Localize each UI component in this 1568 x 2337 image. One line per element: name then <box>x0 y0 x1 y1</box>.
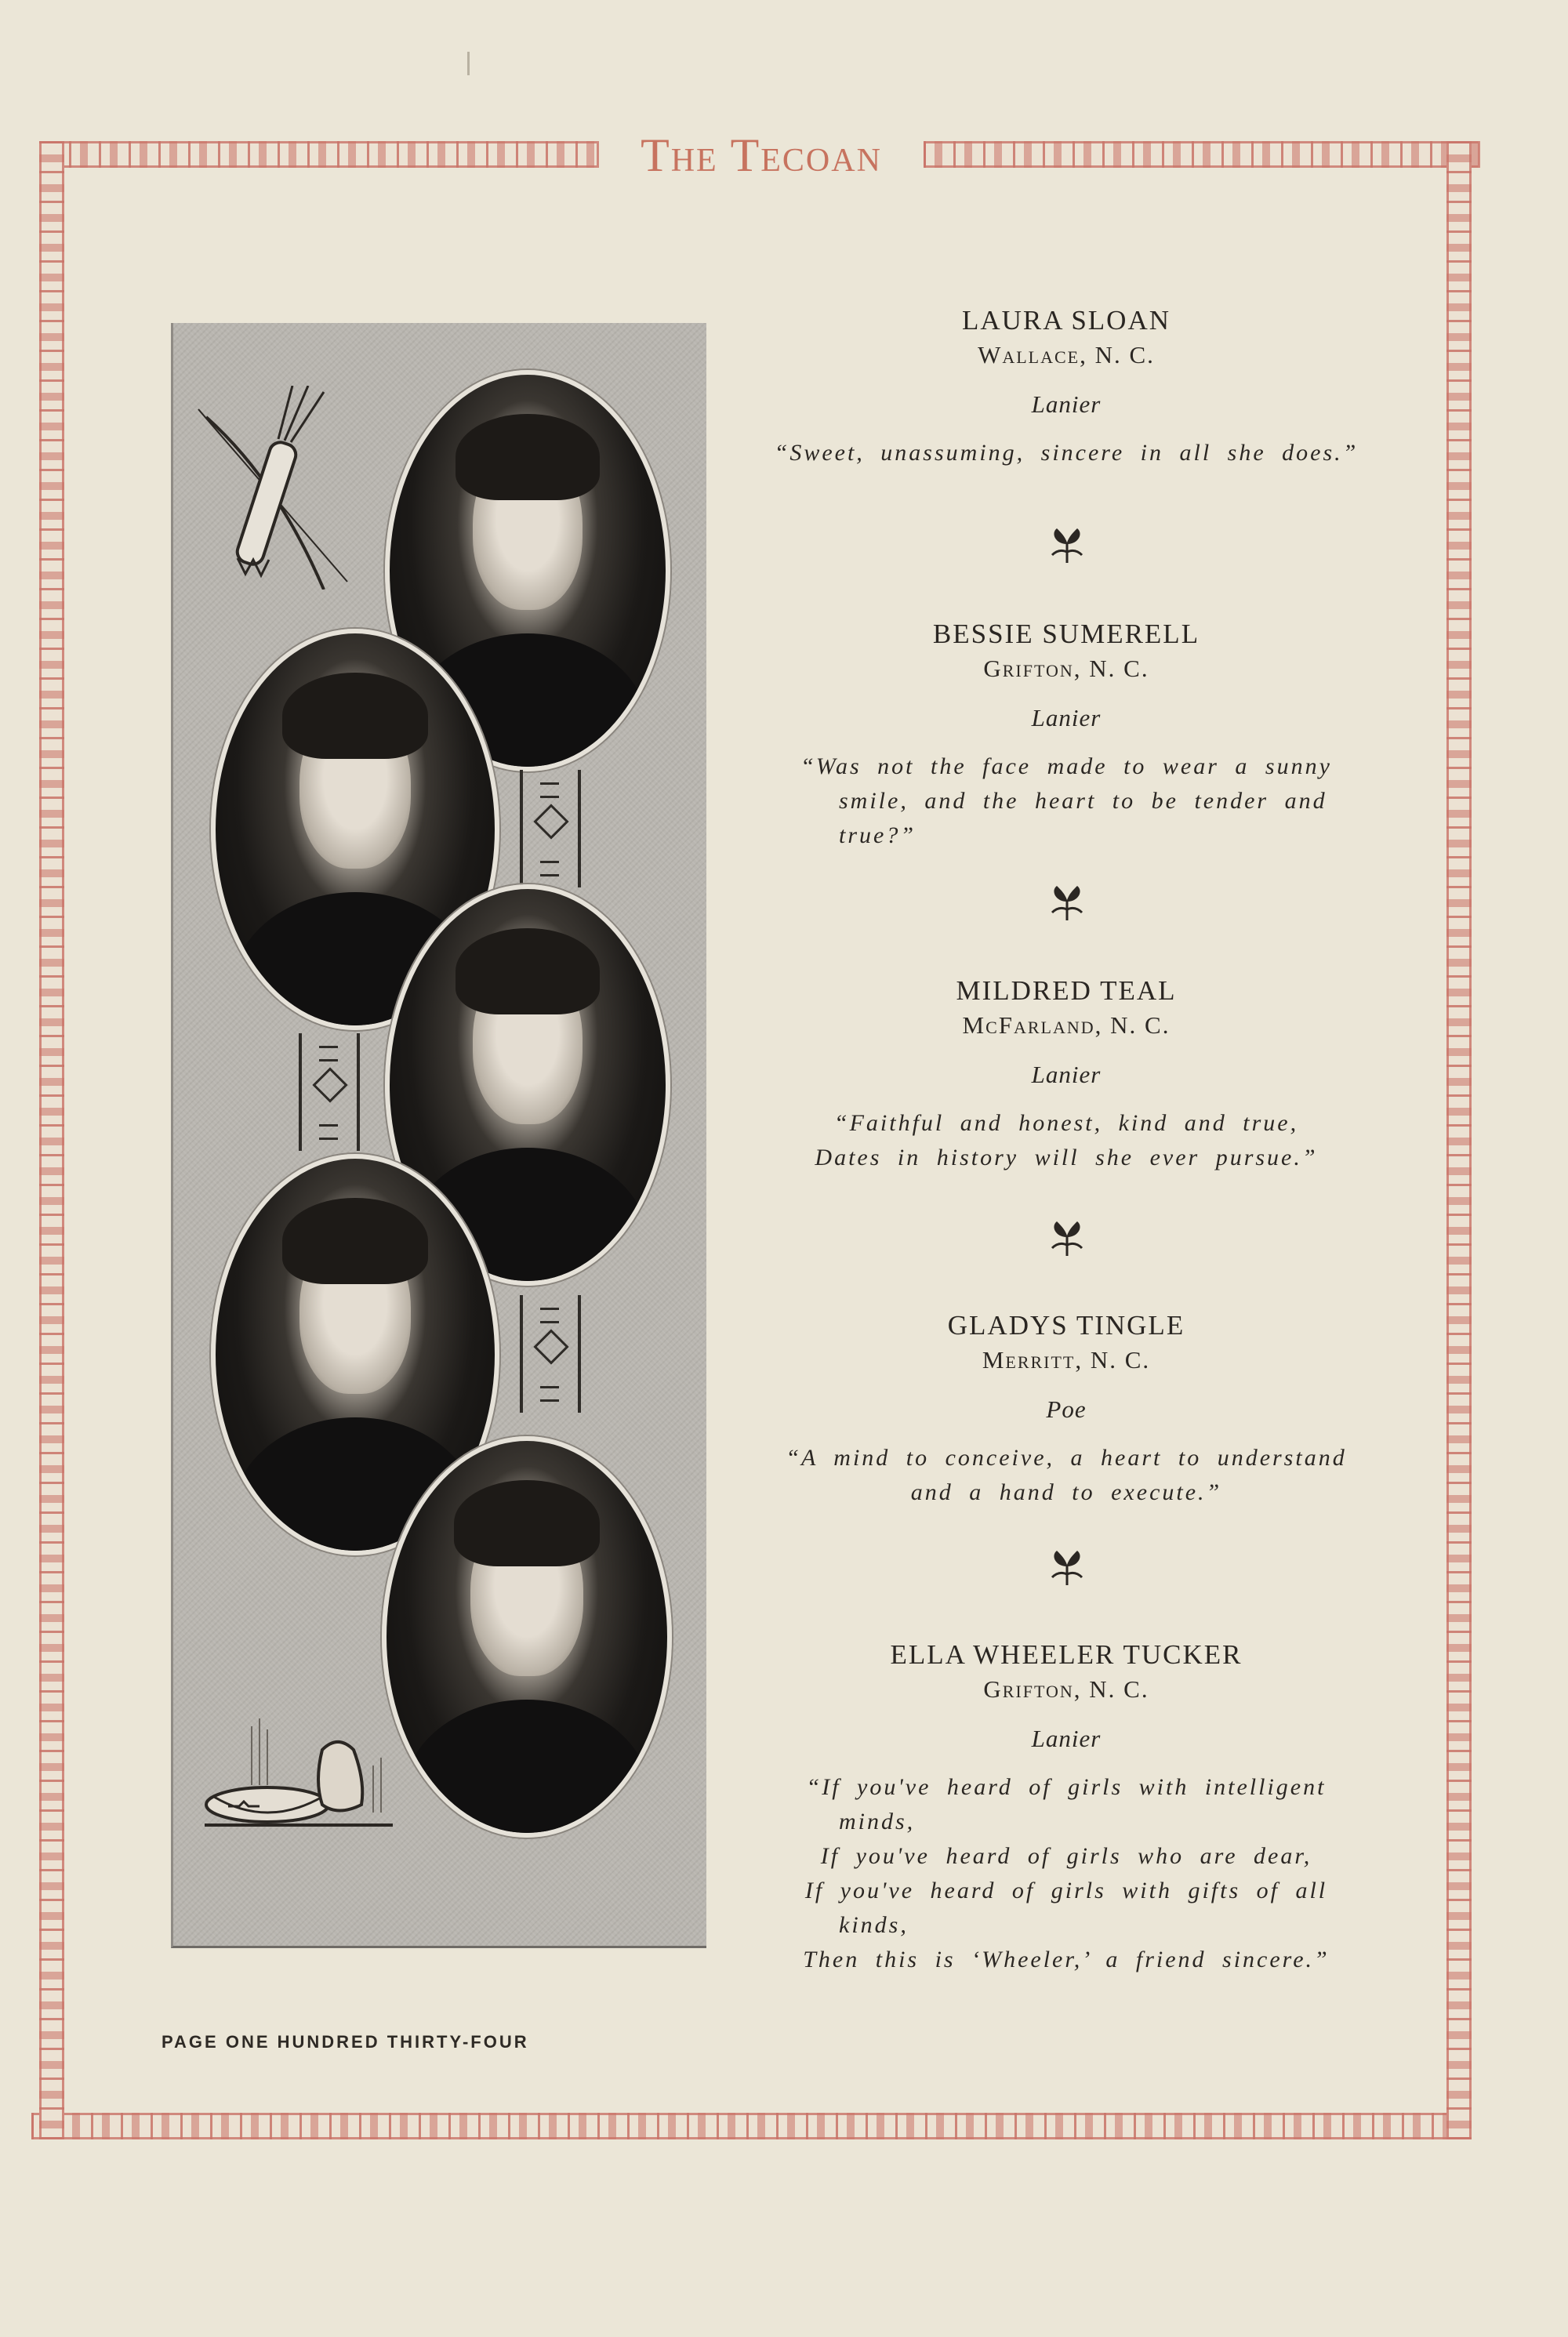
flower-icon <box>1047 525 1087 564</box>
literary-society: Poe <box>1046 1395 1087 1423</box>
pottery-icon <box>205 1718 401 1836</box>
quote-line: smile, and the heart to be tender and <box>839 788 1327 814</box>
student-hometown: Wallace, N. C. <box>978 341 1155 368</box>
quote-line: minds, <box>839 1809 916 1834</box>
page-mark <box>467 52 470 75</box>
entry-bessie-sumerell <box>753 618 1380 853</box>
decorative-border-top-right <box>924 141 1480 168</box>
quote-line: “Was not the face made to wear a sunny <box>800 753 1332 779</box>
student-quote <box>753 749 1380 853</box>
decorative-border-top-left <box>39 141 599 168</box>
student-name: BESSIE SUMERELL <box>932 619 1200 649</box>
quote-line: kinds, <box>839 1912 909 1938</box>
student-name: MILDRED TEAL <box>956 975 1177 1006</box>
ornament-bar <box>520 770 581 887</box>
page-number: PAGE ONE HUNDRED THIRTY-FOUR <box>162 2032 529 2052</box>
quote-line: Dates in history will she ever pursue.” <box>815 1145 1318 1170</box>
quote-line: If you've heard of girls who are dear, <box>820 1843 1312 1869</box>
flower-icon <box>1047 883 1087 922</box>
entry-laura-sloan <box>753 304 1380 470</box>
student-name: ELLA WHEELER TUCKER <box>890 1639 1243 1670</box>
portrait-ella-wheeler-tucker <box>382 1436 672 1838</box>
quote-line: and a hand to execute.” <box>910 1479 1222 1505</box>
literary-society: Lanier <box>1031 1061 1102 1088</box>
student-hometown: Merritt, N. C. <box>982 1346 1151 1374</box>
ornament-bar <box>520 1295 581 1413</box>
student-quote <box>753 1106 1380 1175</box>
student-quote <box>753 1441 1380 1510</box>
running-head: The Tecoan <box>599 124 924 187</box>
quote-line: true?” <box>839 822 916 848</box>
quote-line: “A mind to conceive, a heart to understand <box>786 1445 1347 1471</box>
entry-gladys-tingle <box>753 1309 1380 1510</box>
entry-ella-wheeler-tucker <box>753 1638 1380 1977</box>
literary-society: Lanier <box>1031 390 1102 418</box>
student-hometown: McFarland, N. C. <box>962 1011 1171 1039</box>
quote-line: “If you've heard of girls with intelligent <box>806 1774 1327 1800</box>
quote-line: “Sweet, unassuming, sincere in all she does.” <box>774 440 1359 466</box>
student-hometown: Grifton, N. C. <box>983 655 1149 682</box>
entry-mildred-teal <box>753 974 1380 1175</box>
literary-society: Lanier <box>1031 1725 1102 1752</box>
student-hometown: Grifton, N. C. <box>983 1675 1149 1703</box>
decorative-border-left <box>39 141 64 2139</box>
decorative-border-right <box>1446 141 1472 2139</box>
flower-icon <box>1047 1548 1087 1587</box>
decorative-border-bottom <box>31 2113 1470 2139</box>
ornament-bar <box>299 1033 360 1151</box>
flower-icon <box>1047 1218 1087 1257</box>
literary-society: Lanier <box>1031 704 1102 731</box>
student-name: LAURA SLOAN <box>961 305 1171 336</box>
student-quote <box>753 1770 1380 1977</box>
quote-line: If you've heard of girls with gifts of all <box>804 1878 1328 1903</box>
quote-line: “Faithful and honest, kind and true, <box>833 1110 1299 1136</box>
photo-panel <box>171 323 706 1948</box>
quiver-icon <box>191 386 355 590</box>
student-quote <box>753 436 1380 470</box>
student-name: GLADYS TINGLE <box>947 1310 1185 1341</box>
quote-line: Then this is ‘Wheeler,’ a friend sincere.” <box>803 1947 1330 1972</box>
